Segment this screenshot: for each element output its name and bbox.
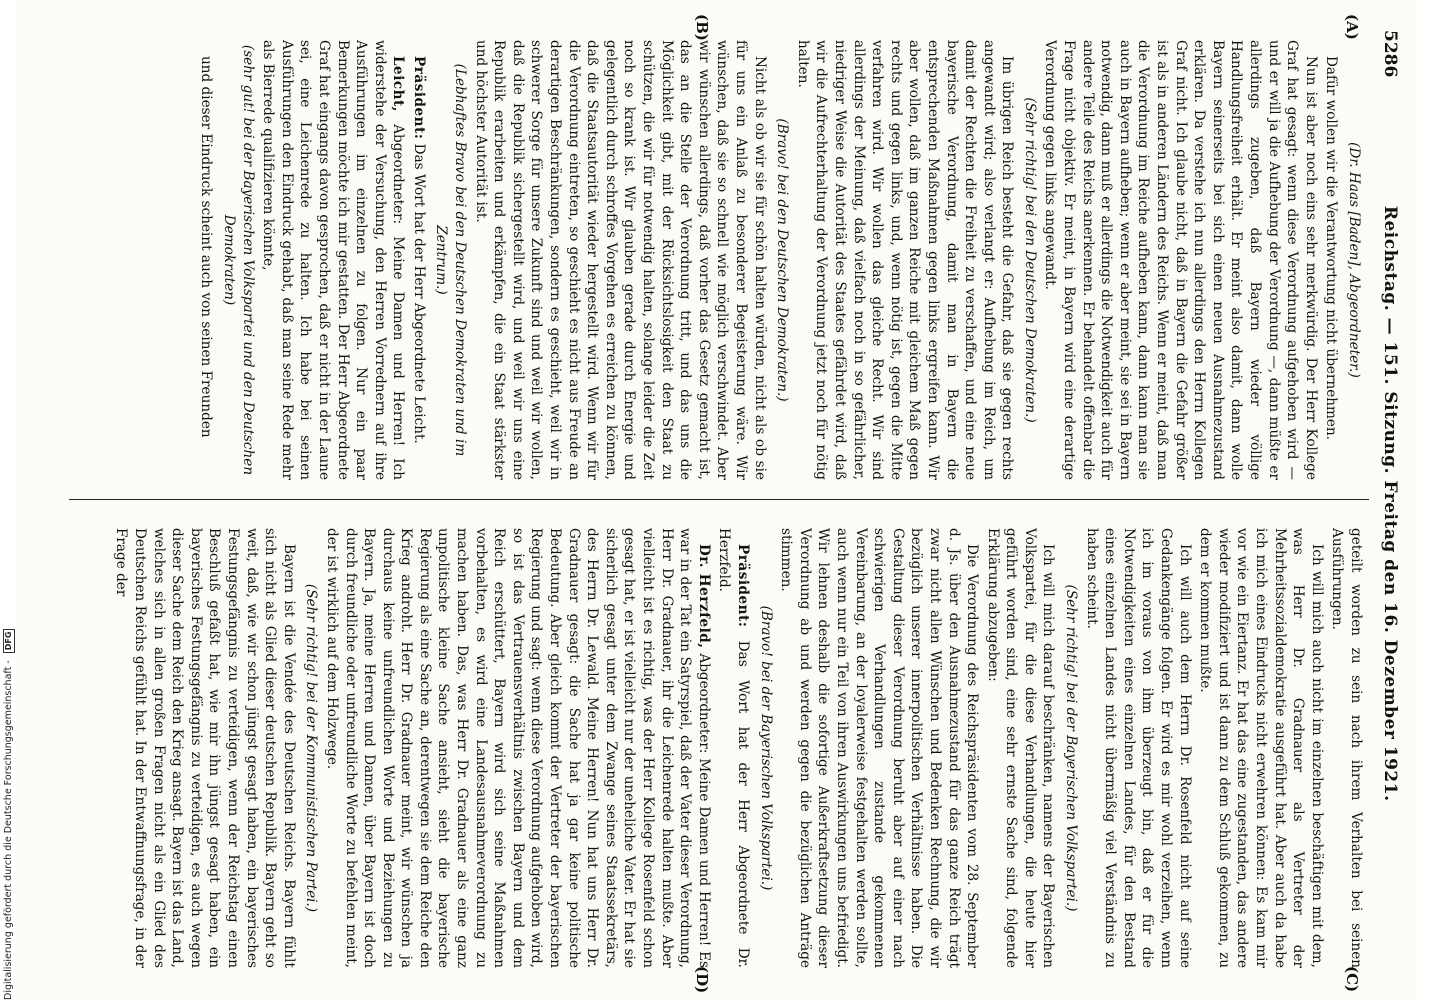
interjection: (Sehr richtig! bei den Deutschen Demokraten.) — [1021, 97, 1038, 423]
speaker-paragraph — [259, 40, 408, 480]
interjection: (Lebhaftes Bravo bei den Deutschen Demokraten und im Zentrum.) — [433, 63, 469, 457]
margin-marker-c: (C) — [1343, 966, 1361, 993]
speaker-name: Leicht, — [390, 56, 407, 113]
margin-marker-b: (B) — [693, 14, 711, 41]
interjection: (sehr gut! bei der Bayerischen Volkspartei und den Deutschen Demokraten) — [220, 44, 256, 476]
footer-text: Digitalisierung gefördert durch die Deutsche Forschungsgemeinschaft - — [3, 660, 14, 1000]
body-paragraph: Bayern ist die Vendée des Deutschen Reichs. Bayern fühlt sich nicht als Glied dieser deutschen Republik. Bayern geht so weit, daß, wie wir schon jüngst gesagt haben, ein bayerisches Festungsgefängnis zu verteidigen, wenn der Reichstag einen Beschluß gefaßt hat, wie mir ihn jüngst gesagt haben, ein bayerisches Festungsgefängnis zu verteidigen, es auch wegen dieser Sache dem Reich den Krieg ansagt. Bayern ist das Land, welches sich in allen großen Fragen nicht als ein Glied des Deutschen Reichs gefühlt hat. In der Entwaffnungsfrage, in der Frage der — [113, 528, 297, 968]
speaker-paragraph — [409, 40, 428, 480]
body-paragraph: und dieser Eindruck scheint auch von seinen Freunden — [198, 56, 215, 438]
interjection: (Sehr richtig! bei der Kommunistischen Partei.) — [303, 583, 320, 913]
interjection: (Bravo! bei der Bayerischen Volkspartei.) — [757, 605, 774, 891]
body-paragraph: Nicht als ob wir sie für schön halten würden, nicht als ob sie für uns ein Anlaß zu besonderer Begeisterung wäre. Wir wünschen, daß sie so schnell wie möglich verschwindet. Aber wir wünschen allerdings, daß vorher das Gesetz gemacht ist, das an die Stelle der Verordnung tritt, und das uns die Möglichkeit gibt, mit der Rücksichtslosigkeit den Staat zu schützen, die wir für notwendig halten, solange leider die Zeit noch so krank ist. Wir glauben gerade durch Energie und gelegentlich durch schroffes Vorgehen es erreichen zu können, daß die Staatsautorität wieder hergestellt wird. Wenn wir für die Verordnung eintreten, so geschieht es nicht aus Freude an derartigen Beschränkungen, sondern es geschieht, weil wir in schwerer Sorge für unsere Zukunft sind und weil wir wollen, daß die Republik sichergestellt wird, und weil wir uns eine Republik erarbeiten und erkämpfen, die ein Staat stärkster und höchster Autorität ist. — [472, 40, 768, 480]
newspaper-page — [17, 0, 1417, 1000]
body-paragraph: Die Verordnung des Reichspräsidenten vom 28. September d. Js. über den Ausnahmezustand für das ganze Reich trägt zwar nicht allen Wünschen und Bedenken Rechnung, die wir bezüglich unserer innerpolitischen Verhältnisse haben. Die Gestaltung dieser Verordnung beruht aber auf einer nach schwierigen Verhandlungen zustande gekommenen Vereinbarung, an der loyalerweise festgehalten werden sollte, auch wenn nur ein Teil von ihren Auswirkungen uns befriedigt. Wir lehnen deshalb die sofortige Außerkraftsetzung dieser Verordnung ab und werden gegen die bezüglichen Anträge stimmen. — [778, 528, 981, 968]
left-column — [75, 40, 1365, 480]
body-paragraph: Ich will auch dem Herrn Dr. Rosenfeld nicht auf seine Gedankengänge folgen. Er wird es mir wohl verzeihen, wenn ich im voraus von ihm überzeugt bin, daß er für die Notwendigkeiten eines einzelnen Landes, für den Bestand eines einzelnen Landes nicht übermäßig viel Verständnis zu haben scheint. — [1083, 528, 1193, 968]
speaker-name: Dr. Herzfeld, — [695, 544, 712, 649]
interjection: (Sehr richtig! bei der Bayerischen Volkspartei.) — [1063, 584, 1080, 912]
page-header — [1375, 30, 1405, 970]
digitization-footer — [2, 0, 16, 1000]
margin-marker-a: (A) — [1343, 14, 1361, 40]
body-paragraph: Ich will mich auch nicht im einzelnen beschäftigen mit dem, was Herr Dr. Gradnauer als Vertreter der Mehrheitssozialdemokratie ausgeführt hat. Aber auch da habe ich mich eines Eindrucks nicht erwehren können: Es kam mir vor wie ein Eiertanz. Er hat das eine zugestanden, das andere wieder modifiziert und ist dann zu dem Schluß gekommen, zu dem er kommen mußte. — [1197, 528, 1325, 968]
body-paragraph: Nun ist aber noch eins sehr merkwürdig. Der Herr Kollege Graf hat gesagt: wenn diese Verordnung aufgehoben wird — und er will ja die Aufhebung der Verordnung —, dann müßte er allerdings zugeben, daß Bayern wieder völlige Handlungsfreiheit erhält. Er meint also damit, dann wolle Bayern seinerseits bei sich einen neuen Ausnahmezustand erklären. Da verstehe ich nun allerdings den Herrn Kollegen Graf nicht. Ich glaube nicht, daß in Bayern die Gefahr größer ist als in anderen Ländern des Reichs. Wenn er meint, daß man die Verordnung im Reiche aufheben kann, dann kann man sie auch in Bayern aufheben; wenn er aber meint, sie sei in Bayern notwendig, dann muß er allerdings die Notwendigkeit auch für andere Teile des Reichs anerkennen. Er behandelt offenbar die Frage nicht objektiv. Er meint, in Bayern wird eine derartige Verordnung gegen links angewandt. — [1042, 40, 1319, 480]
interjection: (Bravo! bei den Deutschen Demokraten.) — [774, 118, 791, 402]
body-paragraph: Dafür wollen wir die Verantwortung nicht übernehmen. — [1323, 56, 1340, 441]
margin-marker-d: (D) — [693, 966, 711, 994]
dfg-logo: DFG — [3, 629, 15, 654]
page-number: 5286 — [1380, 30, 1400, 78]
speaker-name: Präsident: — [735, 544, 751, 628]
body-paragraph: Im übrigen Reich besteht die Gefahr, daß sie gegen rechts angewandt wird; also verlangt er: Aufhebung im Reich, um damit der Rechten die Freiheit zu verschaffen, und eine neue bayerische Verordnung, damit man in Bayern die entsprechenden Maßnahmen gegen links ergreifen kann. Wir aber wollen, daß im ganzen Reiche mit gleichem Maß gegen rechts und gegen links, und, wenn nötig ist, gegen die Mitte verfahren wird. Wir wollen das gleiche Recht. Wir sind allerdings der Meinung, daß vielfach noch in so gefährlicher, niedriger Weise die Autorität des Staates gefährdet wird, daß wir die Aufrechterhaltung der Verordnung jetzt noch für nötig halten. — [794, 40, 1016, 480]
body-paragraph: geteilt worden zu sein nach ihrem Verhalten bei seinen Ausführungen. — [1329, 528, 1364, 968]
interjection: (Dr. Haas [Baden], Abgeordneter.) — [1346, 142, 1362, 378]
speech-text: Abgeordneter: Meine Damen und Herren! Ich widerstehe der Versuchung, den Herren Vorrednern auf ihre Ausführungen im einzelnen zu folgen. Nur ein paar Bemerkungen möchte ich mir gestatten. Der Herr Abgeordnete Graf hat eingangs davon gesprochen, daß er nicht in der Laune sei, eine Leichenrede zu halten. Ich habe bei seinen Ausführungen den Eindruck gehabt, daß man seine Rede mehr als Bierrede qualifizieren könnte, — [260, 40, 407, 480]
column-divider — [69, 499, 1369, 500]
speech-text: Das Wort hat der Herr Abgeordnete Dr. Herzfeld. — [716, 528, 751, 968]
speaker-paragraph — [715, 528, 752, 968]
speech-text: Abgeordneter: Meine Damen und Herren! Es war in der Tat ein Satyrspiel, daß der Vater dieser Verordnung, Herr Dr. Gradnauer, ihr die Leichenrede halten mußte. Aber vielleicht ist es richtig, was der Herr Kollege Rosenfeld schon gesagt hat, er ist vielleicht nur der uneheliche Vater. Er hat sie sicherlich gesagt unter dem Zwange seines Staatssekretärs, des Herrn Dr. Lewald. Meine Herren! Nun hat uns Herr Dr. Gradnauer gesagt: die Sache hat ja gar keine politische Bedeutung. Aber gleich kommt der Vertreter der bayerischen Regierung und sagt: wenn diese Verordnung aufgehoben wird, so ist das Vertrauensverhältnis zwischen Bayern und dem Reich erschüttert, Bayern wird sich seine Maßnahmen vorbehalten, es wird eine Landesausnahmeverordnung zu machen haben. Das, was Herr Dr. Gradnauer als eine ganz unpolitische kleine Sache ansieht, sieht die bayerische Regierung als eine Sache an, derentwegen sie dem Reiche den Krieg androht. Herr Dr. Gradnauer meint, wir wünschen ja durchaus keine unfreundlichen Worte und Beziehungen zu Bayern. Ja, meine Herren und Damen, über Bayern ist doch durch freundliche oder unfreundliche Worte zu befehlen meint, der ist wirklich auf dem Holzwege. — [323, 528, 712, 968]
body-paragraph: Ich will mich darauf beschränken, namens der Bayerischen Volkspartei, für die diese Verhandlungen, die heute hier geführt worden sind, eine sehr ernste Sache sind, folgende Erklärung abzugeben: — [984, 528, 1057, 968]
speaker-paragraph — [322, 528, 712, 968]
page-title: Reichstag. — 151. Sitzung. Freitag den 16. Dezember 1921. — [1380, 205, 1400, 802]
right-column — [75, 528, 1365, 968]
speaker-name: Präsident: — [410, 56, 427, 140]
speech-text: Das Wort hat der Herr Abgeordnete Leicht. — [410, 139, 427, 444]
